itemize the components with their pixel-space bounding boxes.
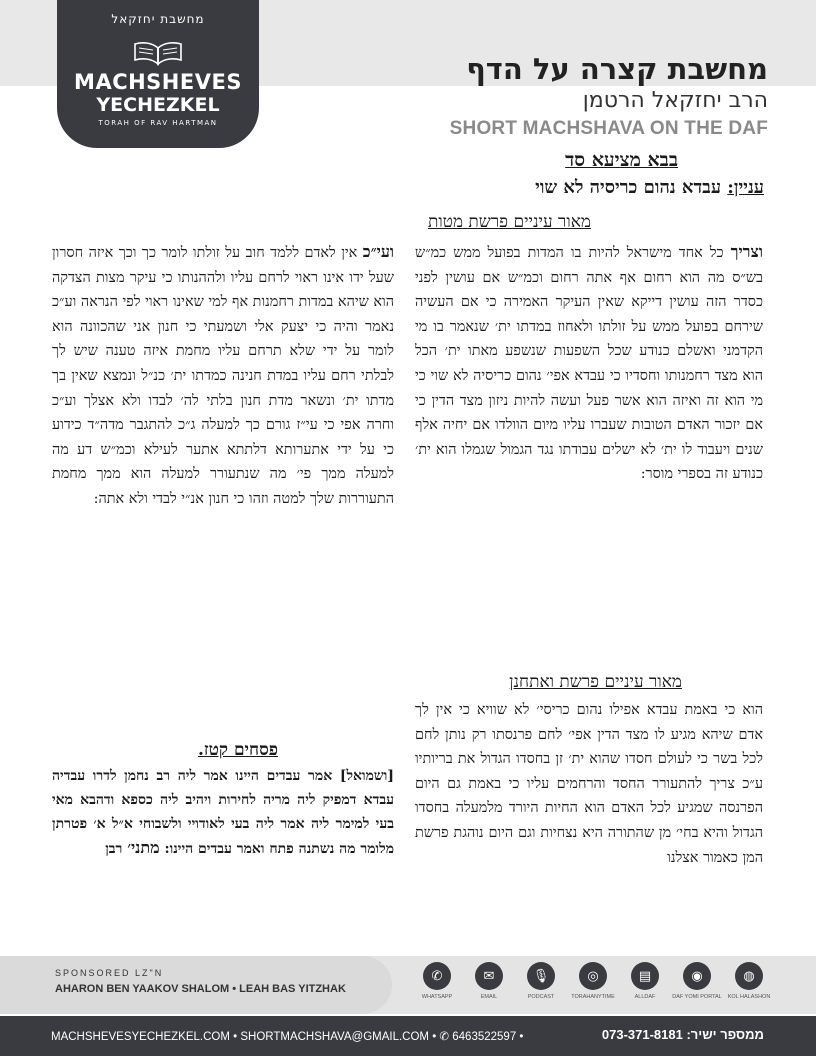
alldaf-icon: ▤ [631, 962, 659, 990]
podcast-icon: 🎙 [527, 962, 555, 990]
sponsor-box [0, 956, 392, 1014]
link-email[interactable] [464, 962, 514, 1000]
daf-heading: בבא מציעא סד [565, 149, 678, 171]
sponsor-label: SPONSORED LZ"N [55, 968, 164, 978]
kol-halashon-icon: ◍ [735, 962, 763, 990]
topic-text: עבדא נהום כריסיה לא שוי [535, 177, 721, 198]
dafyomi-portal-icon: ◉ [683, 962, 711, 990]
logo-title-line-1: MACHSHEVES [74, 70, 242, 94]
link-whatsapp[interactable] [412, 962, 462, 1000]
topic-line [535, 177, 764, 198]
topic-label: עניין: [727, 177, 764, 198]
author-name: הרב יחזקאל הרטמן [582, 88, 768, 113]
contact-bar [0, 1016, 816, 1056]
link-torahanytime[interactable] [568, 962, 618, 1000]
icon-label: PODCAST [527, 994, 555, 1000]
gemara-paragraph: [ושמואל] אמר עבדים היינו אמר ליה רב נחמן לדרו עבדיה עבדא דמפיק ליה מריה לחירות ויהיב ליה כספא ודהבא מאי בעי למימר ליה אמר ליה בעי לאודויי ולשבוחי א״ל א׳ פטרתן מלומר מה נשתנה פתח ואמר עבדים היינו: [52, 768, 394, 857]
left-column-text [52, 240, 394, 512]
page-title-english: SHORT MACHSHAVA ON THE DAF [449, 118, 768, 139]
platform-links [412, 962, 792, 1010]
page-title-hebrew: מחשבת קצרה על הדף [466, 52, 768, 86]
section-title-vaeschanan: מאור עיניים פרשת ואתחנן [509, 672, 682, 692]
open-book-icon [133, 38, 183, 68]
paragraph: אין לאדם ללמד חוב על זולתו לומר כך וכך איזה חסרון שעל ידו אינו ראוי לרחם עליו ולההנותו כי עיקר מצות הצדקה הוא שיהא במדות רחמנות אף למי שאינו ראוי לפי הנראה וע״כ נאמר והיה כי יצעק אלי ושמעתי כי חנון אני שהכוונה הוא לומר על ידי שלא תרחם עליו מחמת איזה טענה שיש לך לבלתי רחם עליו במדת חנינה כמדתו ית׳ כנ״ל ונמצא שאין בך מדתו ית׳ ונשאר מדת חנון בלתי לה׳ לבדו ולא אצלך וע״כ וחרה אפי כי עי״ז גורם כך למעלה ג״כ להתגבר מדה״ד כידוע כי על ידי אתערותא דלתתא אתער לעילא וכמ״ש דע מה למעלה ממך פי׳ מה שנתעורר למעלה הוא ממך מחמת התעוררות שלך למטה וזהו כי חנון אנ״י לבדי ולא אתה: [52, 245, 394, 507]
gemara-text [52, 764, 394, 861]
hotline-number: ממספר ישיר: 073-371-8181 [601, 1027, 764, 1042]
right-column-text [415, 240, 763, 487]
email-icon: ✉ [475, 962, 503, 990]
lead-word: וצריך [730, 242, 763, 261]
gemara-tail-after: רבן [105, 841, 128, 857]
icon-label: ALLDAF [634, 994, 656, 1000]
sponsor-names: AHARON BEN YAAKOV SHALOM • LEAH BAS YITZHAK [55, 983, 346, 995]
icon-label: TORAHANYTIME [571, 994, 615, 1000]
section-title-matos: מאור עיניים פרשת מטות [427, 212, 591, 232]
torahanytime-icon: ◎ [579, 962, 607, 990]
right-column-text-2: הוא כי באמת עבדא אפילו נהום כריסי׳ לא שוויא כי אין לך אדם שיהא מגיע לו מצד הדין אפי׳ לחם פרנסתו רק נותן לחם לכל בשר כי לעולם חסדו שהוא ית׳ זן בחסדו הגדול את בריותיו ע״כ צריך להתעורר החסד והרחמים עליו כי באמת גם היום הפרנסה שמגיע לכל האדם הוא החיות היורד מלמעלה בחסדו הגדול והיא בחי׳ מן שהתורה היא נצחיות וגם היום נוהגת פרשת המן כאמור אצלנו [415, 702, 763, 866]
icon-label: KOL HALASHON [727, 994, 771, 1000]
icon-label: EMAIL [480, 994, 498, 1000]
logo-title-line-2: YECHEZKEL [96, 94, 220, 116]
logo-hebrew-text: מחשבת יחזקאל [111, 12, 205, 26]
icon-label: WHATSAPP [421, 994, 453, 1000]
whatsapp-icon: ✆ [423, 962, 451, 990]
logo [57, 0, 259, 148]
contact-info: MACHSHEVESYECHEZKEL.COM • SHORTMACHSHAVA@GMAIL.COM • ✆ 6463522597 • [51, 1031, 524, 1043]
icon-label: DAF YOMI PORTAL [672, 994, 722, 1000]
lead-word: ועי״כ [362, 242, 394, 261]
link-podcast[interactable] [516, 962, 566, 1000]
link-alldaf[interactable] [620, 962, 670, 1000]
link-kol-halashon[interactable] [724, 962, 774, 1000]
paragraph: כל אחד מישראל להיות בו המדות בפועל ממש כמ״ש בש״ס מה הוא רחום אף אתה רחום וכמ״ש אם עושין לפני כסדר הזה עושין דייקא שאין העיקר האמירה כי אם העשיה שירחם בפועל ממש על זולתו ולאחוז במדתו ית׳ שנאמר בו מי הקדמני ואשלם כנודע שכל השפעות שנשפע מאתו ית׳ הכל הוא מצד רחמנותו וחסדיו כי עבדא אפי׳ נהום כריסיה לא שוי כי מי הוא זה ואיזה הוא אשר פעל ועשה להיות ניזון מצד הדין כי אם יזכור האדם הטובות שעברו עליו מיום הוולדו אם יחיה אלף שנים ויעבוד לו ית׳ לא ישלים עבודתו נגד הגמול שגמלו הוא ית׳ כנודע זה בספרי מוסר: [415, 245, 763, 483]
gemara-tail-word: מתני׳ [127, 838, 160, 857]
logo-tagline: TORAH OF RAV HARTMAN [98, 119, 218, 127]
section-title-pesachim: פסחים קטז. [198, 740, 278, 760]
link-daf-yomi-portal[interactable] [672, 962, 722, 1000]
